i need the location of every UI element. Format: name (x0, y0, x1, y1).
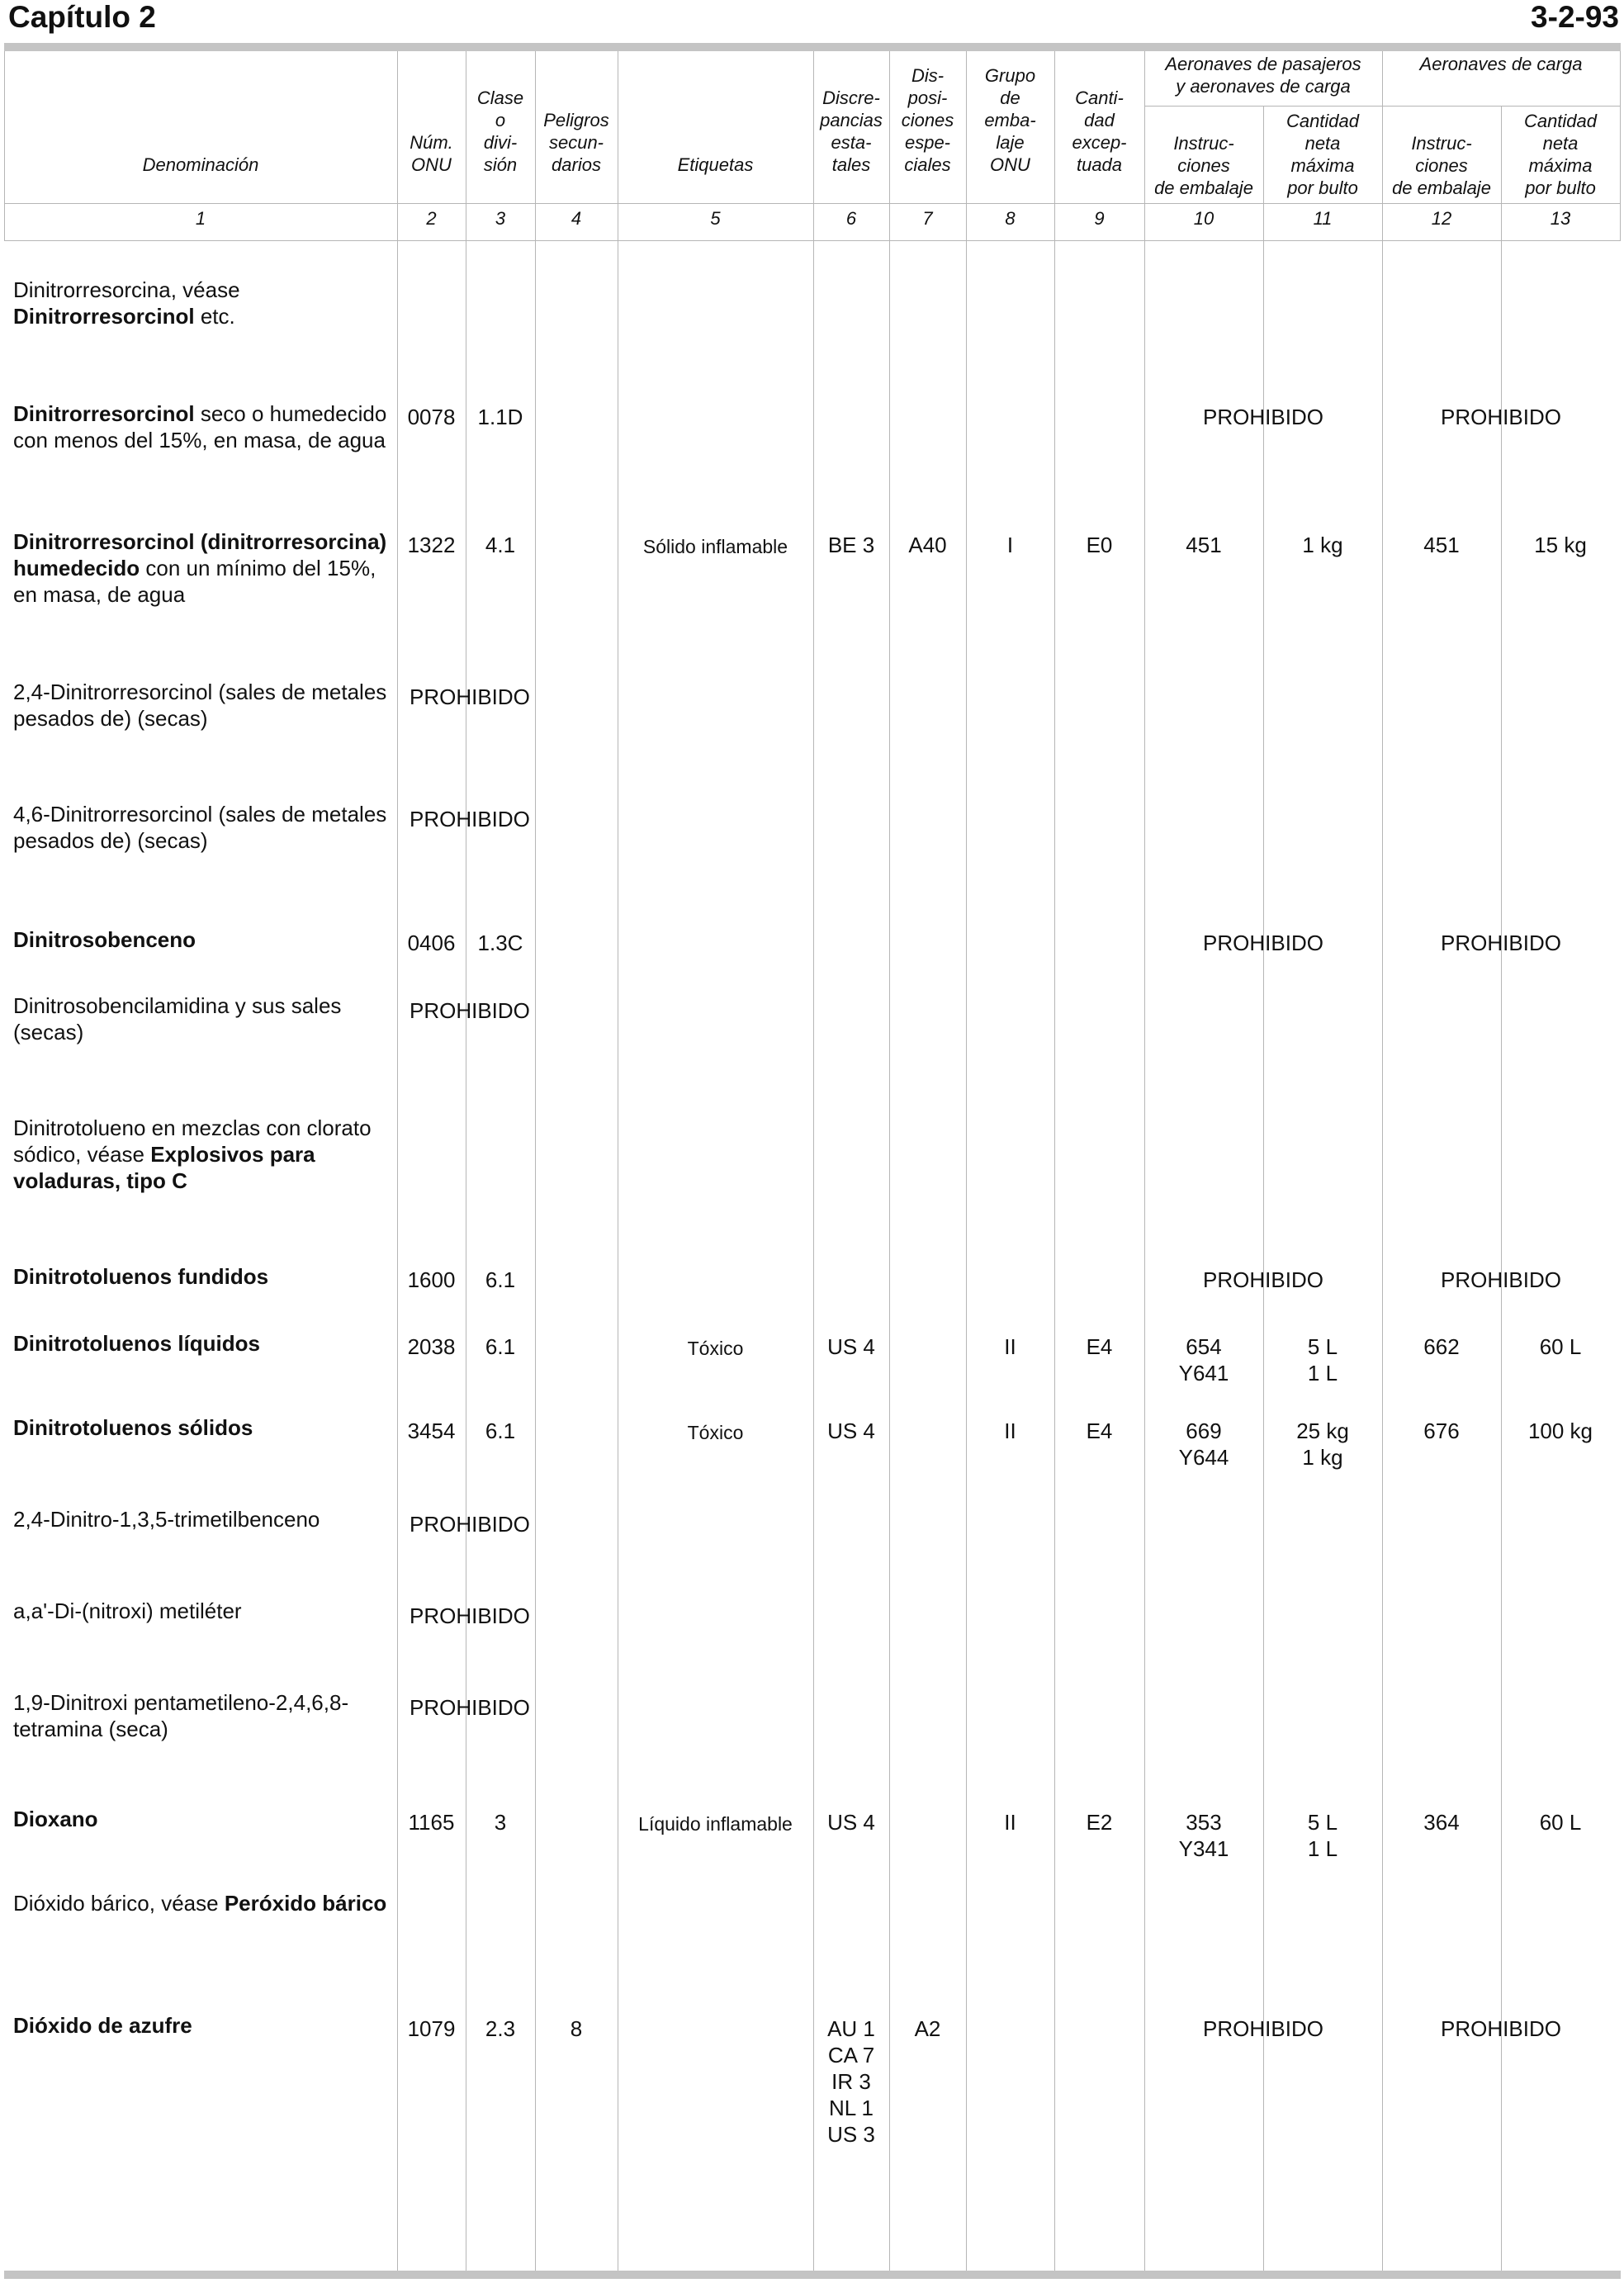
col-divider (813, 51, 814, 2271)
un-number: 0078 (407, 405, 456, 429)
cargo-forbidden: PROHIBIDO (1441, 405, 1561, 429)
packing-group: I (1006, 533, 1014, 557)
pax-packing-instruction: 654 Y641 (1178, 1334, 1229, 1385)
col-header-name: Denominación (142, 154, 259, 175)
col-number: 13 (1550, 208, 1571, 229)
header-divider (4, 240, 1620, 241)
col-header-excepted: Canti- dad excep- tuada (1072, 88, 1127, 175)
col-header-special: Dis- posi- ciones espe- ciales (901, 65, 954, 175)
row-name: 2,4-Dinitro-1,3,5-trimetilbenceno (13, 1507, 320, 1532)
col-number: 10 (1193, 208, 1214, 229)
cargo-forbidden: PROHIBIDO (1441, 2016, 1561, 2041)
col-number: 6 (845, 208, 857, 229)
col-number: 1 (195, 208, 206, 229)
cargo-packing-instruction: 451 (1423, 533, 1460, 557)
col-header-cargo-qty: Cantidad neta máxima por bulto (1523, 111, 1598, 198)
col-number: 8 (1005, 208, 1016, 229)
special-provision: A40 (908, 533, 947, 557)
pax-max-quantity: 1 kg (1302, 533, 1343, 557)
pax-packing-instruction: 353 Y341 (1178, 1810, 1229, 1861)
state-variation: AU 1 CA 7 IR 3 NL 1 US 3 (827, 2016, 875, 2147)
cargo-packing-instruction: 364 (1423, 1810, 1460, 1835)
col-number: 9 (1094, 208, 1105, 229)
row-name: Dinitrotoluenos líquidos (13, 1331, 260, 1356)
cargo-max-quantity: 60 L (1539, 1334, 1582, 1359)
un-number: 3454 (407, 1419, 456, 1443)
col-header-cargo-pi: Instruc- ciones de embalaje (1392, 133, 1491, 198)
col-divider (966, 51, 967, 2271)
pax-forbidden: PROHIBIDO (1203, 405, 1323, 429)
row-name: Dioxano (13, 1807, 98, 1831)
forbidden-text: PROHIBIDO (410, 807, 530, 831)
class-division: 1.1D (477, 405, 523, 429)
hazard-label: Tóxico (687, 1338, 744, 1359)
un-number: 1600 (407, 1267, 456, 1292)
cargo-forbidden: PROHIBIDO (1441, 931, 1561, 955)
col-divider (535, 51, 536, 2271)
col-header-packing-group: Grupo de emba- laje ONU (984, 65, 1036, 175)
packing-group: II (1004, 1810, 1016, 1835)
subsidiary-hazard: 8 (570, 2016, 583, 2041)
class-division: 6.1 (485, 1267, 516, 1292)
pax-max-quantity: 5 L 1 L (1307, 1334, 1338, 1385)
pax-max-quantity: 25 kg 1 kg (1296, 1419, 1349, 1470)
row-name: Dinitrotoluenos sólidos (13, 1415, 253, 1440)
un-number: 2038 (407, 1334, 456, 1359)
row-name: Dinitrorresorcinol seco o humedecido con menos del 15%, en masa, de agua (13, 401, 387, 452)
col-header-class: Clase o divi- sión (476, 88, 524, 175)
row-name: 1,9-Dinitroxi pentametileno-2,4,6,8-tetramina (seca) (13, 1690, 349, 1741)
row-name: Dinitrotolueno en mezclas con clorato sódico, véase Explosivos para voladuras, tipo C (13, 1115, 372, 1193)
pax-max-quantity: 5 L 1 L (1307, 1810, 1338, 1861)
state-variation: US 4 (827, 1334, 875, 1359)
row-name: Dinitrotoluenos fundidos (13, 1264, 269, 1289)
class-division: 4.1 (485, 533, 516, 557)
hazard-label: Tóxico (687, 1422, 744, 1443)
table-right-border (1620, 51, 1621, 241)
top-rule (4, 43, 1621, 51)
state-variation: US 4 (827, 1810, 875, 1835)
special-provision: A2 (914, 2016, 941, 2041)
col-number: 12 (1431, 208, 1452, 229)
col-header-labels: Etiquetas (677, 154, 754, 175)
col-divider (1263, 106, 1264, 2271)
cargo-max-quantity: 100 kg (1527, 1419, 1593, 1443)
forbidden-text: PROHIBIDO (410, 1512, 530, 1537)
row-name: a,a'-Di-(nitroxi) metiléter (13, 1599, 242, 1623)
excepted-quantity: E0 (1086, 533, 1113, 557)
un-number: 1322 (407, 533, 456, 557)
col-divider (397, 51, 398, 2271)
col-number: 5 (710, 208, 721, 229)
col-number: 3 (495, 208, 506, 229)
group-divider (1144, 106, 1620, 107)
col-number: 7 (922, 208, 933, 229)
row-name: Dinitrosobenceno (13, 927, 196, 952)
cargo-forbidden: PROHIBIDO (1441, 1267, 1561, 1292)
col-divider (1382, 51, 1383, 2271)
row-name: Dinitrosobencilamidina y sus sales (secas) (13, 993, 342, 1044)
group-header-cargo: Aeronaves de carga (1419, 54, 1583, 74)
row-name: 4,6-Dinitrorresorcinol (sales de metales pesados de) (secas) (13, 802, 387, 853)
class-division: 6.1 (485, 1419, 516, 1443)
header-divider (4, 203, 1620, 204)
state-variation: US 4 (827, 1419, 875, 1443)
bottom-rule (4, 2271, 1621, 2279)
col-header-un: Núm. ONU (410, 132, 453, 175)
col-divider (1144, 51, 1145, 2271)
col-header-pax-qty: Cantidad neta máxima por bulto (1285, 111, 1360, 198)
pax-packing-instruction: 451 (1186, 533, 1222, 557)
excepted-quantity: E4 (1086, 1334, 1113, 1359)
pax-forbidden: PROHIBIDO (1203, 1267, 1323, 1292)
packing-group: II (1004, 1419, 1016, 1443)
class-division: 6.1 (485, 1334, 516, 1359)
class-division: 3 (494, 1810, 507, 1835)
pax-packing-instruction: 669 Y644 (1178, 1419, 1229, 1470)
forbidden-text: PROHIBIDO (410, 684, 530, 709)
forbidden-text: PROHIBIDO (410, 1695, 530, 1720)
class-division: 2.3 (485, 2016, 516, 2041)
col-divider (889, 51, 890, 2271)
hazard-label: Líquido inflamable (638, 1813, 793, 1835)
col-header-pax-pi: Instruc- ciones de embalaje (1154, 133, 1253, 198)
col-header-subsidiary: Peligros secun- darios (543, 110, 609, 175)
col-number: 4 (571, 208, 582, 229)
class-division: 1.3C (477, 931, 523, 955)
cargo-max-quantity: 15 kg (1534, 533, 1587, 557)
cargo-max-quantity: 60 L (1539, 1810, 1582, 1835)
col-divider (1501, 106, 1502, 2271)
row-name: Dióxido de azufre (13, 2013, 192, 2038)
row-name: Dinitrorresorcina, véase Dinitrorresorcinol etc. (13, 277, 240, 329)
col-number: 11 (1313, 208, 1333, 229)
un-number: 1165 (408, 1810, 455, 1835)
col-divider (1054, 51, 1055, 2271)
packing-group: II (1004, 1334, 1016, 1359)
row-name: Dióxido bárico, véase Peróxido bárico (13, 1891, 387, 1916)
forbidden-text: PROHIBIDO (410, 1603, 530, 1628)
un-number: 0406 (407, 931, 456, 955)
row-name: Dinitrorresorcinol (dinitrorresorcina) humedecido con un mínimo del 15%, en masa, de agua (13, 529, 387, 607)
hazard-label: Sólido inflamable (642, 536, 788, 557)
pax-forbidden: PROHIBIDO (1203, 931, 1323, 955)
group-header-passenger: Aeronaves de pasajeros y aeronaves de carga (1165, 54, 1361, 97)
col-number: 2 (426, 208, 437, 229)
row-name: 2,4-Dinitrorresorcinol (sales de metales pesados de) (secas) (13, 680, 387, 731)
chapter-title: Capítulo 2 (8, 0, 156, 34)
un-number: 1079 (407, 2016, 456, 2041)
cargo-packing-instruction: 676 (1423, 1419, 1460, 1443)
col-header-state: Discre- pancias esta- tales (820, 88, 883, 175)
page-number: 3-2-93 (1531, 0, 1619, 34)
excepted-quantity: E4 (1086, 1419, 1113, 1443)
excepted-quantity: E2 (1086, 1810, 1113, 1835)
forbidden-text: PROHIBIDO (410, 998, 530, 1023)
cargo-packing-instruction: 662 (1423, 1334, 1460, 1359)
pax-forbidden: PROHIBIDO (1203, 2016, 1323, 2041)
state-variation: BE 3 (827, 533, 875, 557)
